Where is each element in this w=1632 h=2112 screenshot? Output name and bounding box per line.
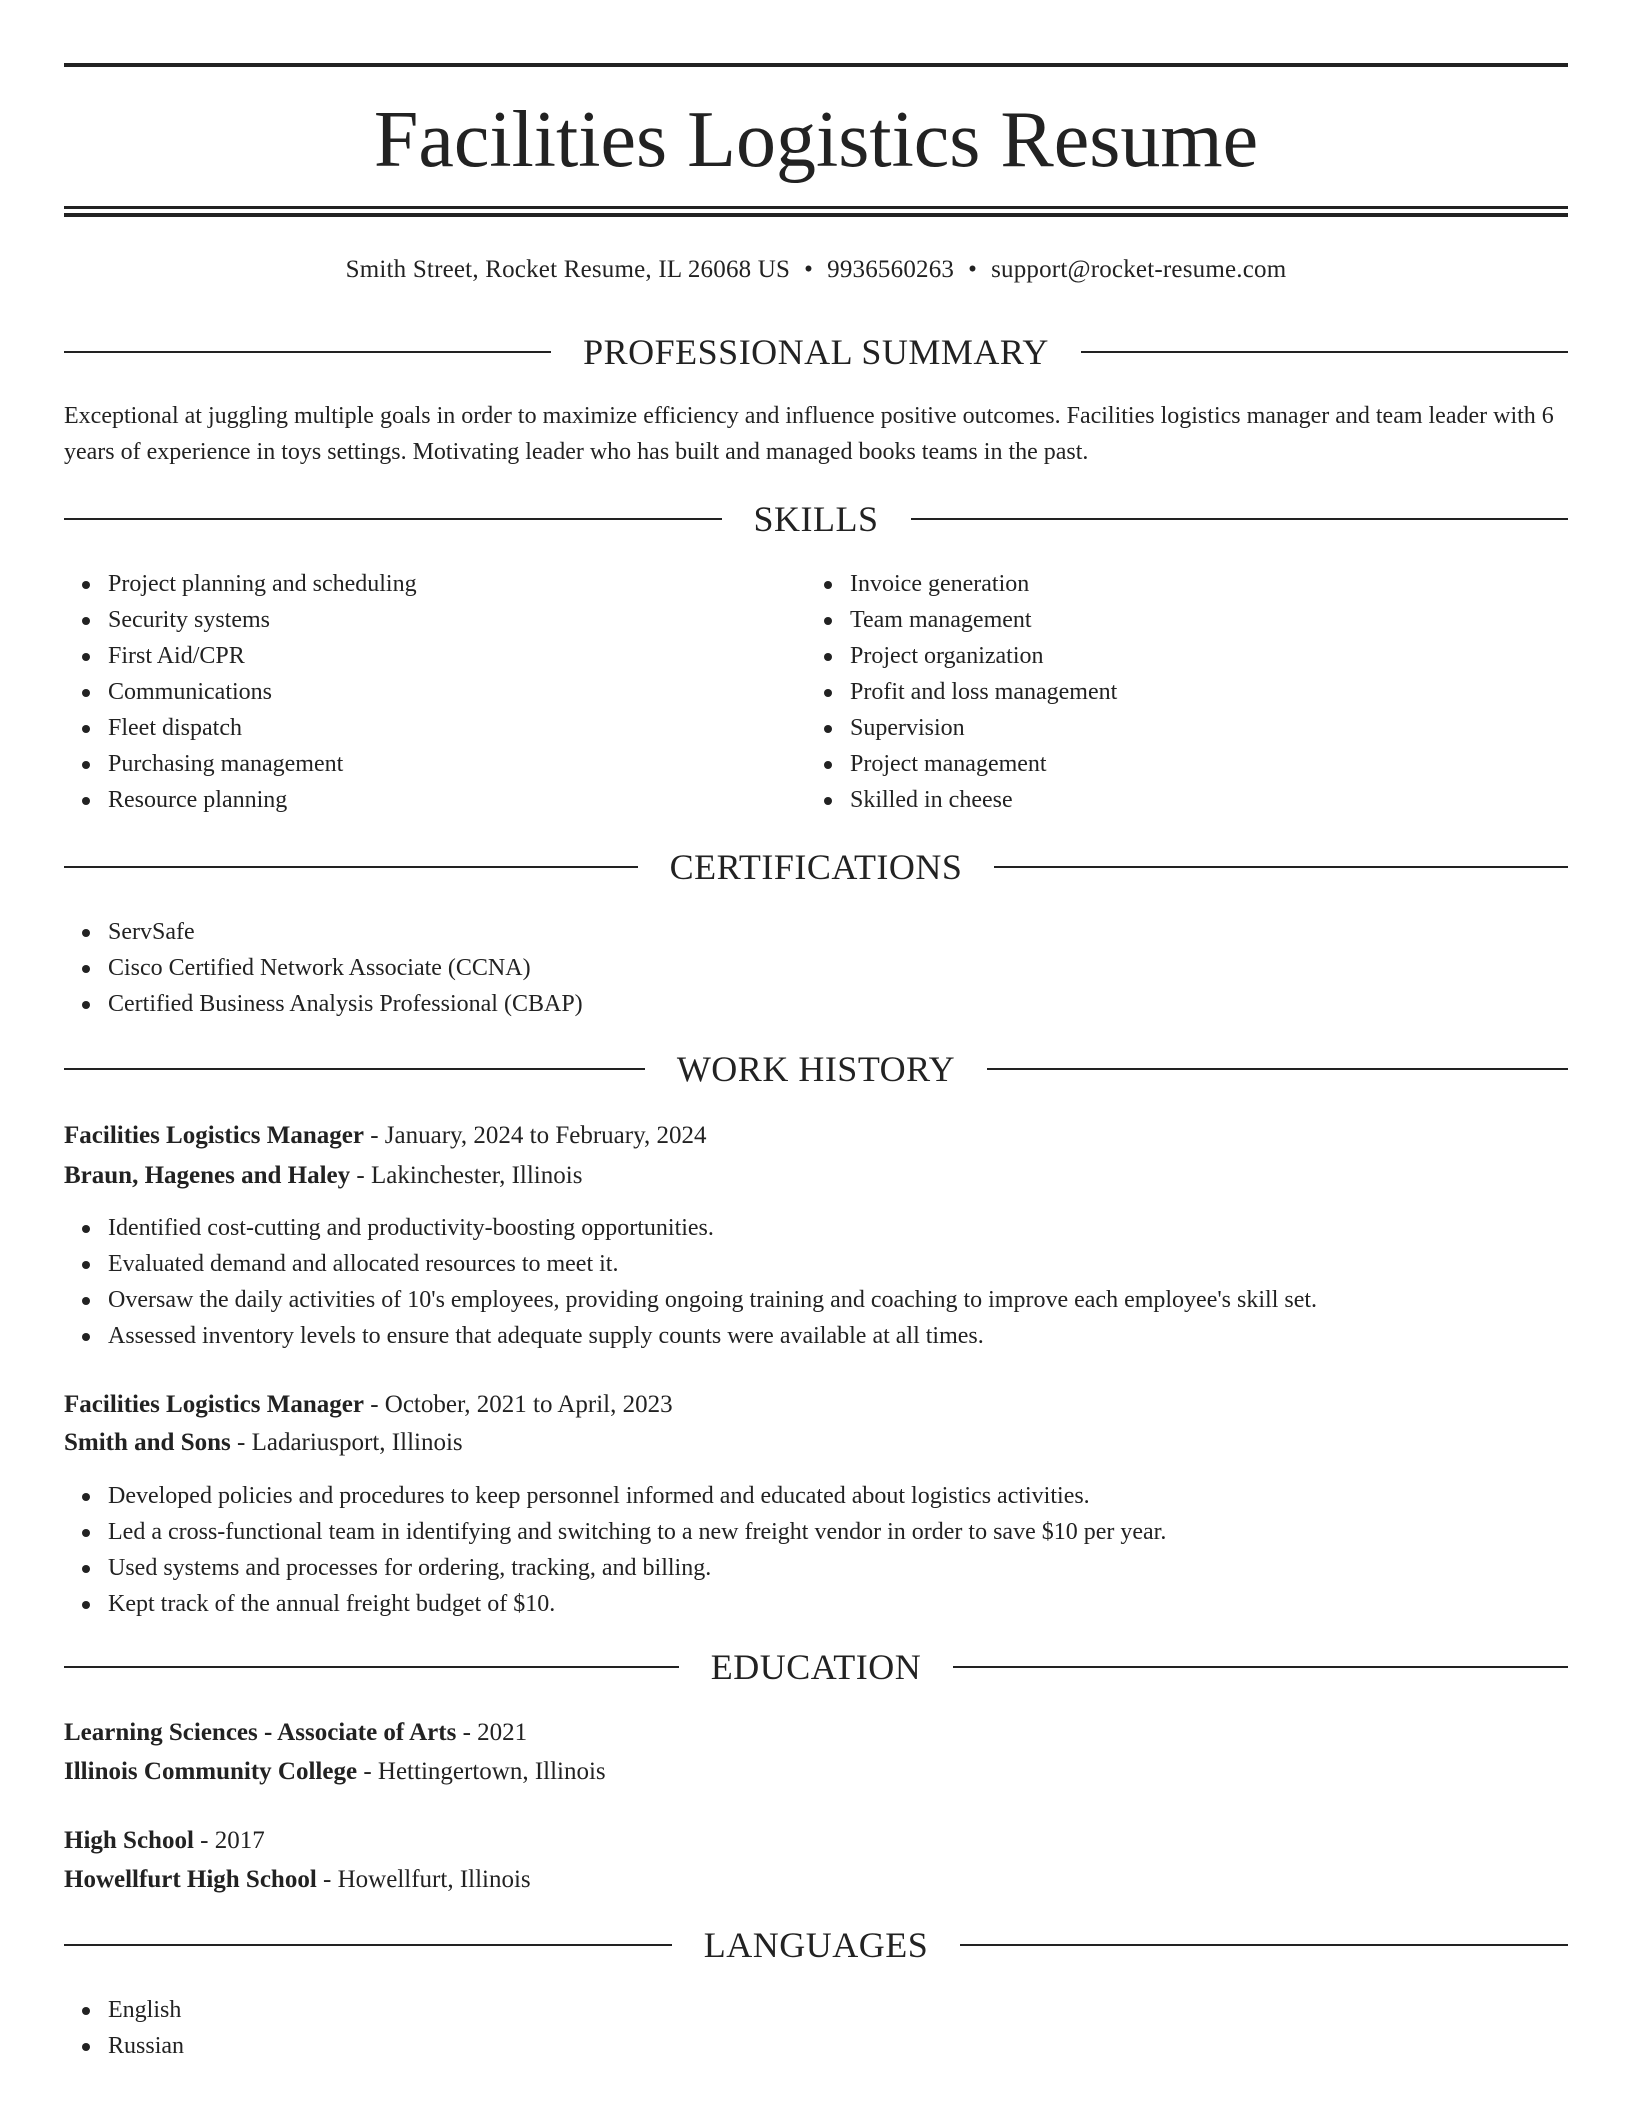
education-location: - Hettingertown, Illinois <box>357 1758 606 1785</box>
job-bullets <box>64 1210 1317 1354</box>
education-location: - Howellfurt, Illinois <box>316 1866 531 1893</box>
divider-line <box>64 351 551 353</box>
skill-item: Security systems <box>108 602 417 638</box>
education-degree: Learning Sciences - Associate of Arts <box>64 1719 457 1746</box>
section-header-education <box>64 1645 1568 1689</box>
skill-item: Project planning and scheduling <box>108 566 417 602</box>
section-header-skills <box>64 497 1568 541</box>
education-year: - 2021 <box>456 1719 528 1746</box>
divider-line <box>911 518 1569 520</box>
section-title-work: WORK HISTORY <box>676 1049 956 1089</box>
job-dates: - October, 2021 to April, 2023 <box>363 1391 673 1418</box>
divider-line <box>64 1068 645 1070</box>
education-degree-line <box>64 1822 1568 1860</box>
section-header-work <box>64 1047 1568 1091</box>
job-bullet: Developed policies and procedures to keep personnel informed and educated about logistics activities. <box>108 1478 1166 1514</box>
skill-item: Team management <box>850 602 1117 638</box>
divider-line <box>953 1666 1568 1668</box>
divider-line <box>64 518 722 520</box>
job-company: Smith and Sons <box>64 1429 231 1456</box>
job-bullet: Led a cross-functional team in identifying and switching to a new freight vendor in order to save $10 per year. <box>108 1514 1166 1550</box>
language-item: Russian <box>108 2028 184 2064</box>
job-company: Braun, Hagenes and Haley <box>64 1162 351 1189</box>
job-bullet: Evaluated demand and allocated resources to meet it. <box>108 1246 1317 1282</box>
education-school-line <box>64 1861 1568 1899</box>
skill-item: Skilled in cheese <box>850 782 1117 818</box>
skill-item: Invoice generation <box>850 566 1117 602</box>
education-school: Howellfurt High School <box>64 1866 317 1893</box>
job-location: - Lakinchester, Illinois <box>350 1162 583 1189</box>
job-bullet: Assessed inventory levels to ensure that adequate supply counts were available at all times. <box>108 1318 1317 1354</box>
education-degree: High School <box>64 1827 194 1854</box>
job-title-line <box>64 1117 1568 1155</box>
job-company-line <box>64 1424 1568 1462</box>
resume-title: Facilities Logistics Resume <box>373 96 1259 184</box>
divider-line <box>1081 351 1568 353</box>
skills-list-right <box>806 566 1117 818</box>
section-title-languages: LANGUAGES <box>703 1925 929 1965</box>
section-header-summary <box>64 330 1568 374</box>
contact-separator: • <box>804 256 814 283</box>
divider-line <box>987 1068 1568 1070</box>
certifications-list <box>64 914 583 1022</box>
languages-list <box>64 1992 184 2064</box>
skill-item: First Aid/CPR <box>108 638 417 674</box>
job-dates: - January, 2024 to February, 2024 <box>363 1122 707 1149</box>
job-bullet: Used systems and processes for ordering, tracking, and billing. <box>108 1550 1166 1586</box>
certification-item: ServSafe <box>108 914 583 950</box>
skill-item: Communications <box>108 674 417 710</box>
top-rule <box>64 63 1568 67</box>
skill-item: Resource planning <box>108 782 417 818</box>
contact-phone: 9936560263 <box>827 256 955 283</box>
job-bullets <box>64 1478 1166 1622</box>
language-item: English <box>108 1992 184 2028</box>
section-header-certifications <box>64 845 1568 889</box>
job-company-line <box>64 1157 1568 1195</box>
job-bullet: Kept track of the annual freight budget of $10. <box>108 1586 1166 1622</box>
job-bullet: Oversaw the daily activities of 10's employees, providing ongoing training and coaching to improve each employee's skill set. <box>108 1282 1317 1318</box>
skill-item: Project organization <box>850 638 1117 674</box>
education-year: - 2017 <box>193 1827 265 1854</box>
skill-item: Supervision <box>850 710 1117 746</box>
certification-item: Cisco Certified Network Associate (CCNA) <box>108 950 583 986</box>
contact-line <box>64 252 1568 288</box>
job-role: Facilities Logistics Manager <box>64 1122 364 1149</box>
summary-text: Exceptional at juggling multiple goals in order to maximize efficiency and influence positive outcomes. Facilities logistics manager and team leader with 6 years of experience in toys settings. Motivating leader who has built and managed books teams in the past. <box>64 403 1554 465</box>
education-school: Illinois Community College <box>64 1758 358 1785</box>
contact-address: Smith Street, Rocket Resume, IL 26068 US <box>345 256 791 283</box>
skill-item: Fleet dispatch <box>108 710 417 746</box>
section-title-education: EDUCATION <box>710 1647 922 1687</box>
job-location: - Ladariusport, Illinois <box>230 1429 463 1456</box>
divider-line <box>960 1944 1568 1946</box>
skill-item: Profit and loss management <box>850 674 1117 710</box>
divider-line <box>994 866 1568 868</box>
divider-line <box>64 866 638 868</box>
section-title-certifications: CERTIFICATIONS <box>669 847 963 887</box>
section-title-summary: PROFESSIONAL SUMMARY <box>583 332 1049 372</box>
certification-item: Certified Business Analysis Professional (CBAP) <box>108 986 583 1022</box>
education-school-line <box>64 1753 1568 1791</box>
title-double-rule <box>64 206 1568 217</box>
education-degree-line <box>64 1714 1568 1752</box>
divider-line <box>64 1944 672 1946</box>
section-title-skills: SKILLS <box>753 499 879 539</box>
skill-item: Project management <box>850 746 1117 782</box>
section-header-languages <box>64 1923 1568 1967</box>
contact-email: support@rocket-resume.com <box>991 256 1287 283</box>
divider-line <box>64 1666 679 1668</box>
job-bullet: Identified cost-cutting and productivity-boosting opportunities. <box>108 1210 1317 1246</box>
skills-list-left <box>64 566 417 818</box>
job-title-line <box>64 1386 1568 1424</box>
skill-item: Purchasing management <box>108 746 417 782</box>
contact-separator: • <box>968 256 978 283</box>
job-role: Facilities Logistics Manager <box>64 1391 364 1418</box>
